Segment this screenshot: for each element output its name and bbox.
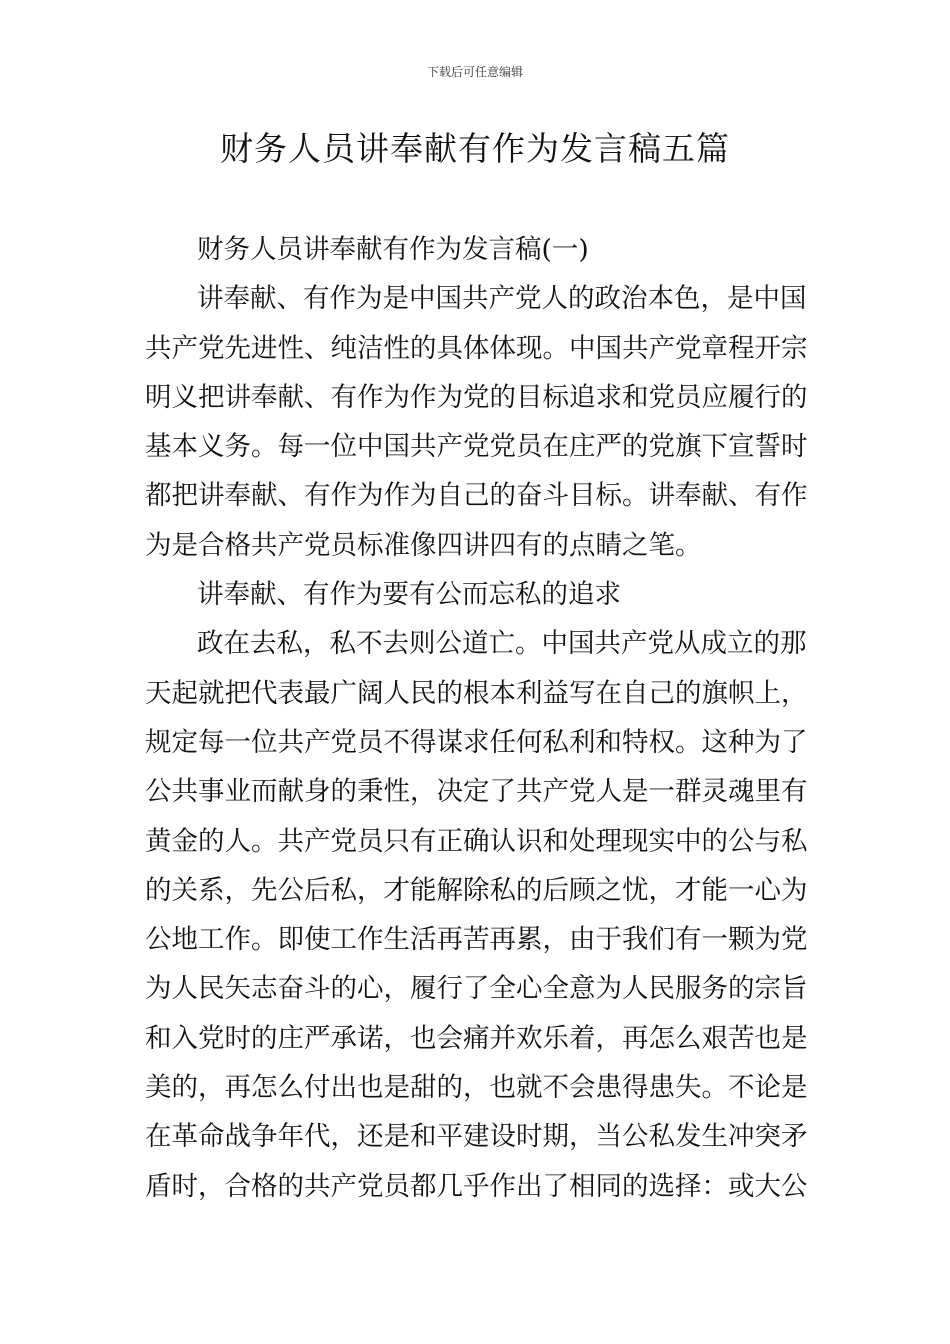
text-line: 规定每一位共产党员不得谋求任何私利和特权。这种为了 <box>145 726 808 758</box>
text-line: 为是合格共产党员标准像四讲四有的点睛之笔。 <box>145 529 702 561</box>
text-line: 在革命战争年代，还是和平建设时期，当公私发生冲突矛 <box>145 1121 808 1153</box>
header-note: 下载后可任意编辑 <box>426 65 523 79</box>
text-line: 讲奉献、有作为是中国共产党人的政治本色，是中国 <box>197 283 807 315</box>
text-line: 为人民矢志奋斗的心，履行了全心全意为人民服务的宗旨 <box>145 973 808 1005</box>
page-title: 财务人员讲奉献有作为发言稿五篇 <box>220 129 730 168</box>
text-line: 黄金的人。共产党员只有正确认识和处理现实中的公与私 <box>145 825 808 857</box>
text-line: 和入党时的庄严承诺，也会痛并欢乐着，再怎么艰苦也是 <box>145 1022 808 1054</box>
body-text <box>145 225 811 1211</box>
text-line: 盾时，合格的共产党员都几乎作出了相同的选择：或大公 <box>145 1170 808 1202</box>
text-line: 财务人员讲奉献有作为发言稿(一) <box>197 234 589 265</box>
text-line: 美的，再怎么付出也是甜的，也就不会患得患失。不论是 <box>145 1072 808 1104</box>
text-line: 讲奉献、有作为要有公而忘私的追求 <box>197 579 621 611</box>
text-line: 公地工作。即使工作生活再苦再累，由于我们有一颗为党 <box>145 924 808 956</box>
text-line: 的关系，先公后私，才能解除私的后顾之忧，才能一心为 <box>145 874 808 906</box>
text-line: 公共事业而献身的秉性，决定了共产党人是一群灵魂里有 <box>145 776 808 808</box>
text-line: 天起就把代表最广阔人民的根本利益写在自己的旗帜上， <box>145 677 808 709</box>
text-line: 明义把讲奉献、有作为作为党的目标追求和党员应履行的 <box>145 381 808 413</box>
text-line: 都把讲奉献、有作为作为自己的奋斗目标。讲奉献、有作 <box>145 480 808 512</box>
text-line: 政在去私，私不去则公道亡。中国共产党从成立的那 <box>197 628 807 660</box>
text-line: 基本义务。每一位中国共产党党员在庄严的党旗下宣誓时 <box>145 431 808 463</box>
text-line: 共产党先进性、纯洁性的具体体现。中国共产党章程开宗 <box>145 332 808 364</box>
